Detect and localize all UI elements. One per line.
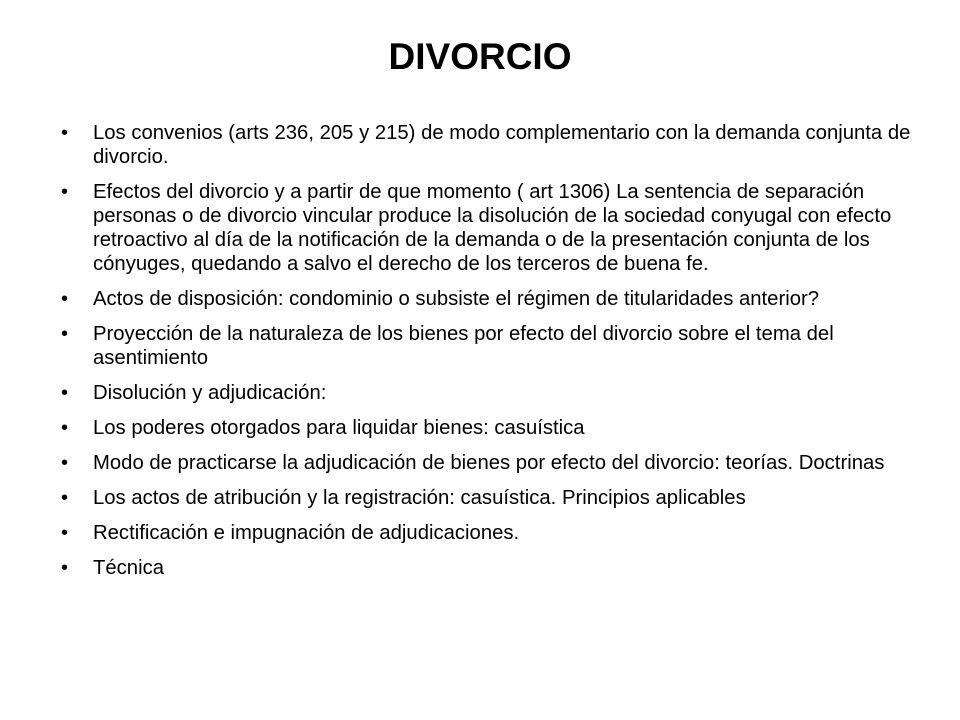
bullet-text: Proyección de la naturaleza de los bienes por efecto del divorcio sobre el tema del asentimiento	[93, 323, 834, 369]
bullet-icon: •	[61, 122, 69, 144]
bullet-icon: •	[61, 487, 69, 509]
bullet-icon: •	[61, 557, 69, 579]
bullet-item-proyeccion	[61, 322, 921, 370]
bullet-icon: •	[61, 417, 69, 439]
bullet-icon: •	[61, 452, 69, 474]
bullet-item-convenios	[61, 121, 921, 169]
bullet-text: Los actos de atribución y la registración: casuística. Principios aplicables	[93, 487, 746, 509]
bullet-list	[61, 121, 921, 591]
bullet-icon: •	[61, 181, 69, 203]
bullet-text: Rectificación e impugnación de adjudicaciones.	[93, 522, 520, 544]
bullet-text: Técnica	[93, 557, 165, 579]
bullet-item-poderes	[61, 416, 921, 440]
bullet-text: Disolución y adjudicación:	[93, 382, 327, 404]
slide-title: DIVORCIO	[388, 36, 572, 77]
bullet-item-efectos	[61, 180, 921, 276]
bullet-icon: •	[61, 522, 69, 544]
bullet-item-modo-adjudicacion	[61, 451, 921, 475]
bullet-text: Los convenios (arts 236, 205 y 215) de modo complementario con la demanda conjunta de divorcio.	[93, 122, 911, 168]
bullet-item-actos-atribucion	[61, 486, 921, 510]
bullet-item-disolucion	[61, 381, 921, 405]
bullet-text: Modo de practicarse la adjudicación de bienes por efecto del divorcio: teorías. Doctrinas	[93, 452, 885, 474]
bullet-item-actos-disposicion	[61, 287, 921, 311]
bullet-text: Los poderes otorgados para liquidar bienes: casuística	[93, 417, 585, 439]
bullet-item-tecnica	[61, 556, 921, 580]
bullet-text: Efectos del divorcio y a partir de que momento ( art 1306) La sentencia de separación personas o de divorcio vincular produce la disolución de la sociedad conyugal con efecto retroactivo al día de la notificación de la demanda o de la presentación conjunta de los cónyuges, quedando a salvo el derecho de los terceros de buena fe.	[93, 181, 892, 275]
bullet-icon: •	[61, 382, 69, 404]
bullet-text: Actos de disposición: condominio o subsiste el régimen de titularidades anterior?	[93, 288, 820, 310]
bullet-icon: •	[61, 323, 69, 345]
bullet-icon: •	[61, 288, 69, 310]
bullet-item-rectificacion	[61, 521, 921, 545]
